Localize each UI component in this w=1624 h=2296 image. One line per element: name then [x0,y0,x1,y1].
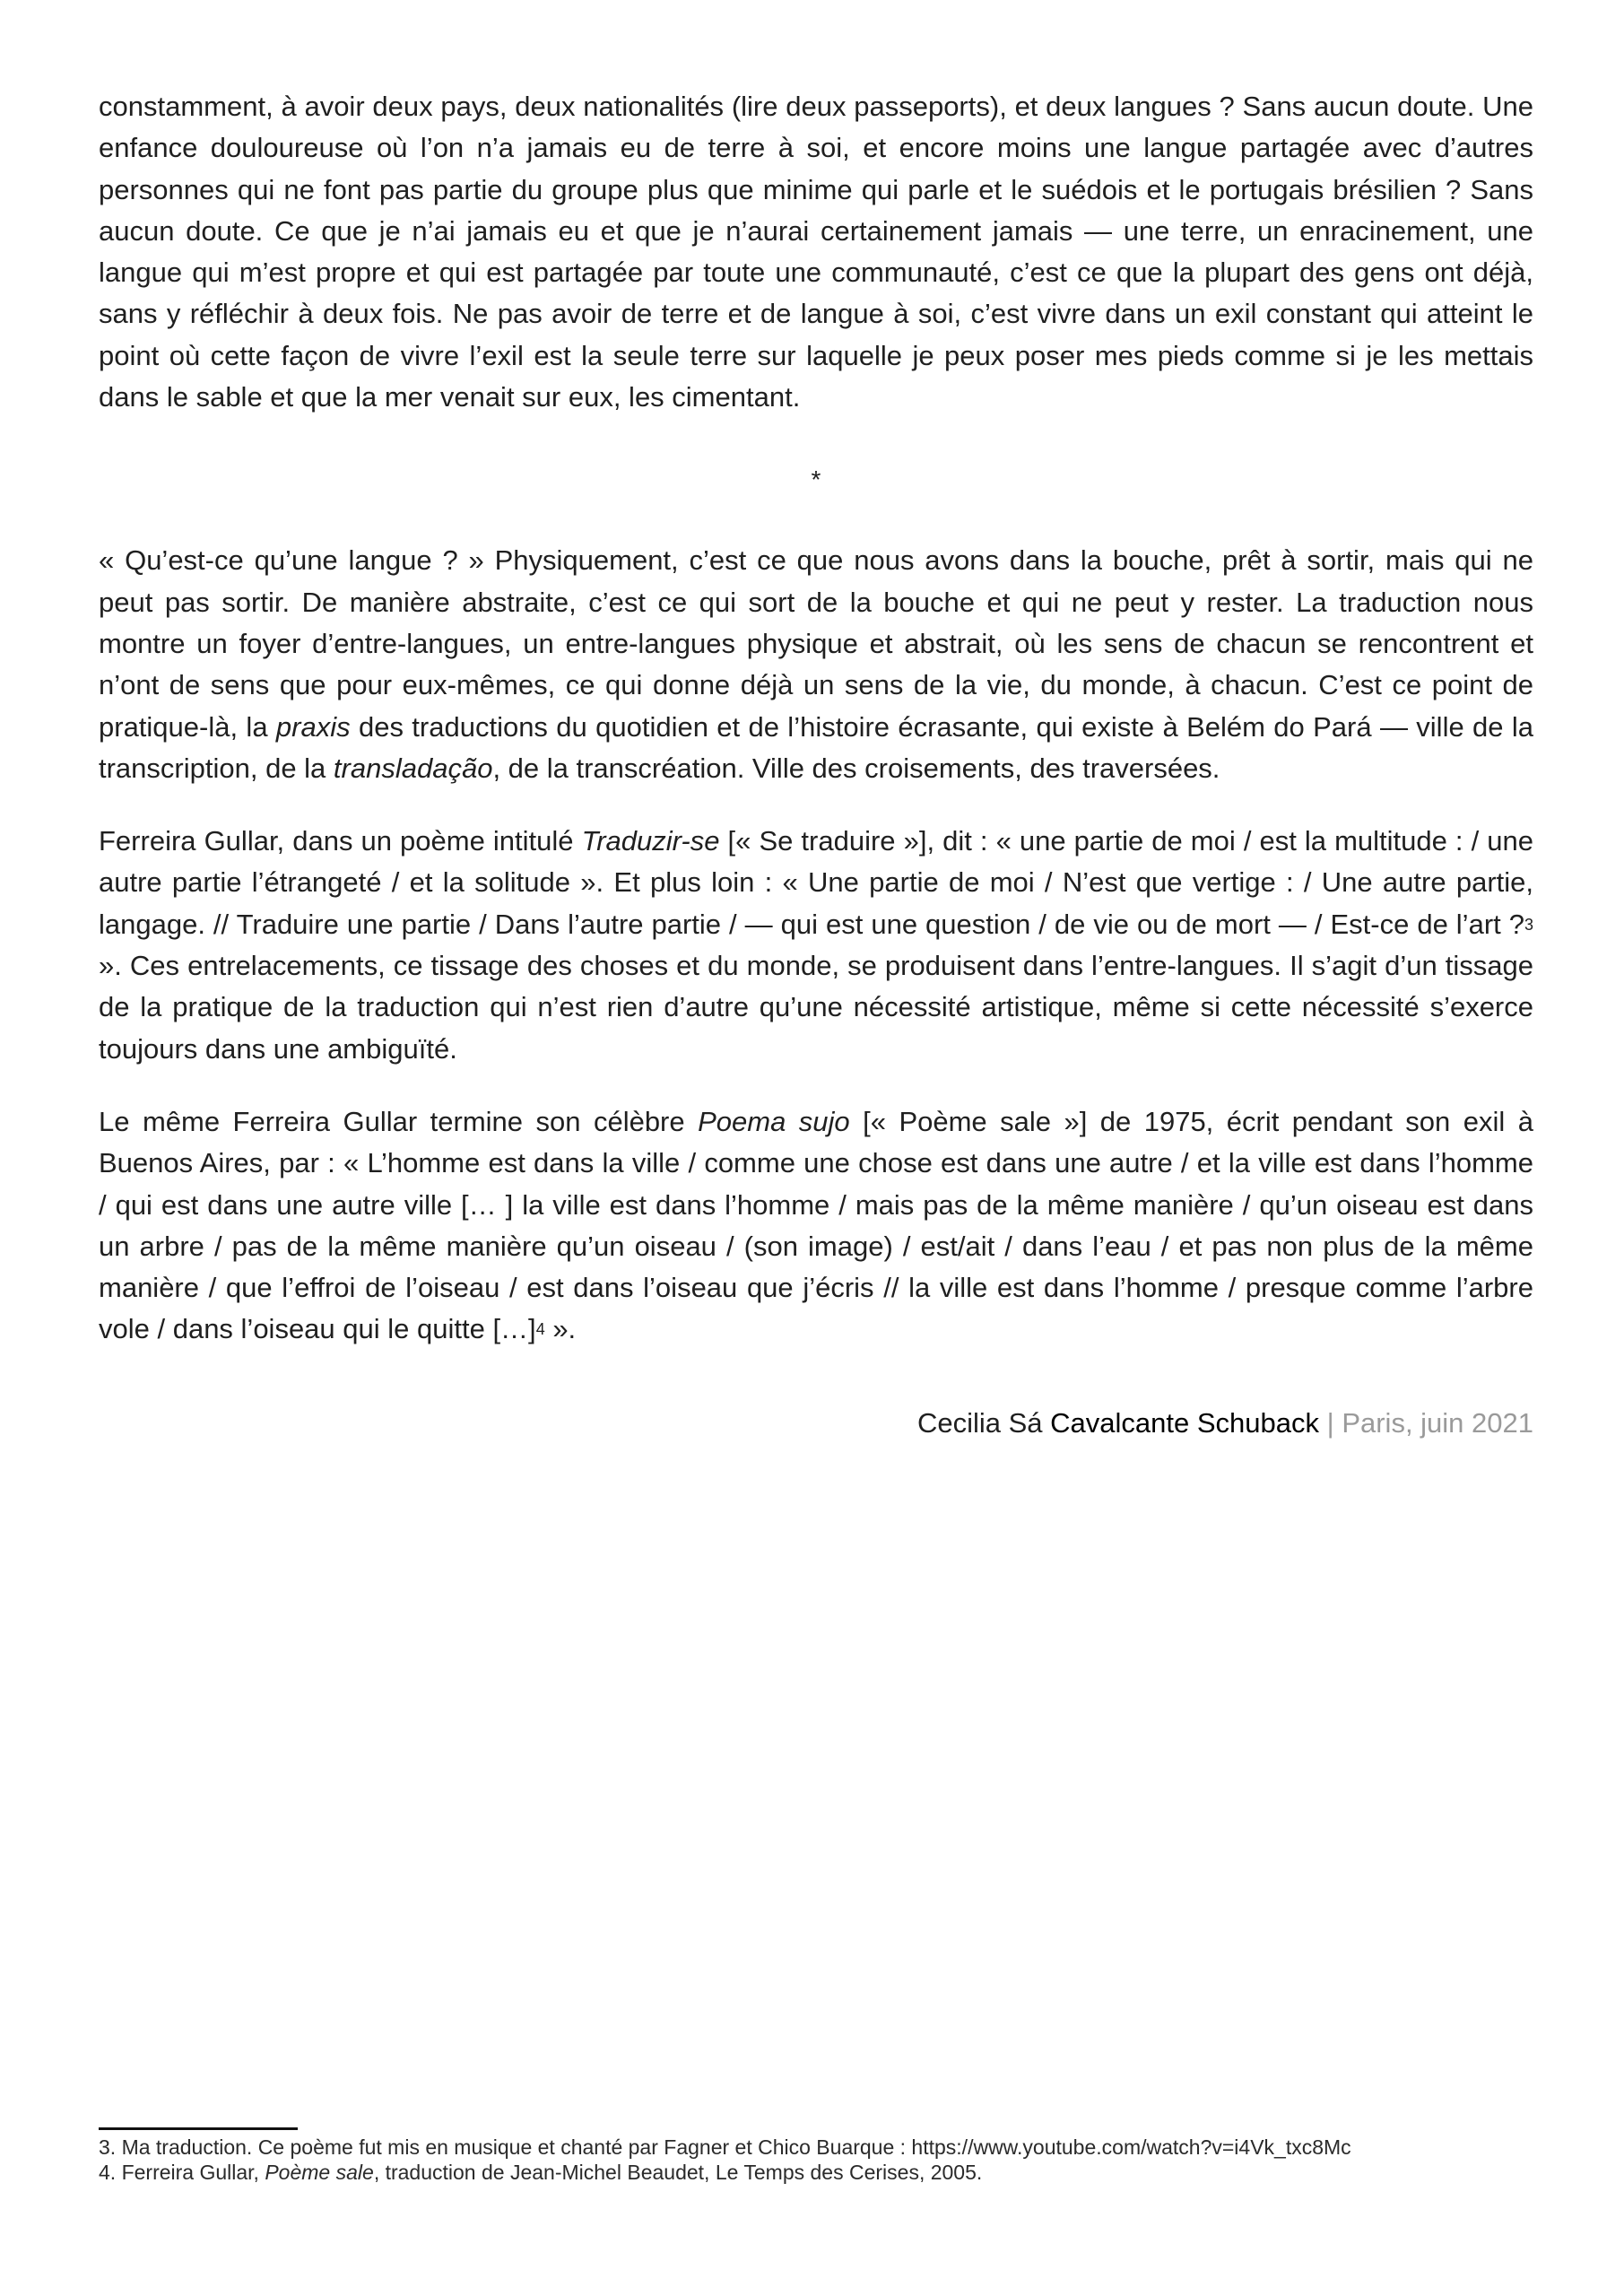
footnote-3 [99,2135,1533,2160]
footnotes [99,2127,1533,2185]
text-run: constamment, à avoir deux pays, deux nationalités (lire deux passeports), et deux langues ? Sans aucun doute. Une enfance douloureuse où l’on n’a jamais eu de terre à soi, et encore moins une langue partagée avec d’autres personnes qui ne font pas partie du groupe plus que minime qui parle et le suédois et le portugais brésilien ? Sans aucun doute. Ce que je n’ai jamais eu et que je n’aurai certainement jamais — une terre, un enracinement, une langue qui m’est propre et qui est partagée par toute une communauté, c’est ce que la plupart des gens ont déjà, sans y réfléchir à deux fois. Ne pas avoir de terre et de langue à soi, c’est vivre dans un exil constant qui atteint le point où cette façon de vivre l’exil est la seule terre sur laquelle je peux poser mes pieds comme si je les mettais dans le sable et que la mer venait sur eux, les cimentant. [99,91,1533,413]
author-signature [99,1403,1533,1444]
text-run: [« Se traduire »], dit : « une partie de moi / est la multitude : / une autre partie l’étrangeté / et la solitude ». Et plus loin : « Une partie de moi / N’est que vertige : / Une autre partie, langage. // Traduire une partie / Dans l’autre partie / — qui est une question / de vie ou de mort — / Est-ce de l’art ? [99,825,1533,940]
italic-text: praxis [275,710,351,743]
author-last-names: Cavalcante Schuback [1050,1406,1319,1439]
text-run: 3. Ma traduction. Ce poème fut mis en musique et chanté par Fagner et Chico Buarque : https://www.youtube.com/watch?v=i4Vk_txc8Mc [99,2135,1351,2159]
paragraph-poema-sujo [99,1101,1533,1351]
text-run: , de la transcréation. Ville des croisements, des traversées. [492,752,1220,784]
text-run: 4. Ferreira Gullar, [99,2161,265,2184]
signature-place-date: Paris, juin 2021 [1342,1406,1533,1439]
text-run: ». Ces entrelacements, ce tissage des choses et du monde, se produisent dans l’entre-langues. Il s’agit d’un tissage de la pratique de la traduction qui n’est rien d’autre qu’une nécessité artistique, même si cette nécessité s’exerce toujours dans une ambiguïté. [99,950,1533,1065]
italic-text: Poème sale [265,2161,374,2184]
footnote-ref: 3 [1524,915,1533,934]
section-separator: * [811,465,821,494]
italic-text: Traduzir-se [581,825,720,857]
footnote-rule [99,2127,298,2130]
italic-text: Poema sujo [698,1105,850,1137]
author-first-names: Cecilia Sá [916,1406,1043,1439]
paragraph-exile [99,86,1533,418]
paragraph-language [99,540,1533,789]
text-run: « Qu’est-ce qu’une langue ? » Physiquement, c’est ce que nous avons dans la bouche, prêt à sortir, mais qui ne peut pas sortir. De manière abstraite, c’est ce qui sort de la bouche et qui ne peut y rester. La traduction nous montre un foyer d’entre-langues, un entre-langues physique et abstrait, où les sens de chacun se rencontrent et n’ont de sens que pour eux-mêmes, ce qui donne déjà un sens de la vie, du monde, à chacun. C’est ce point de pratique-là, la [99,544,1533,743]
text-run: des traductions du quotidien et de l’histoire écrasante, qui existe à Belém do Pará — ville de la transcription, de la [99,710,1533,784]
footnote-ref: 4 [535,1320,545,1339]
italic-text: transladação [333,752,493,784]
footnote-4 [99,2160,1533,2185]
text-run: ». [544,1313,577,1345]
signature-divider: | [1326,1406,1334,1439]
text-run: [« Poème sale »] de 1975, écrit pendant son exil à Buenos Aires, par : « L’homme est dans la ville / comme une chose est dans une autre / et la ville est dans l’homme / qui est dans une autre ville [… ] la ville est dans l’homme / mais pas de la même manière / qu’un oiseau est dans un arbre / pas de la même manière qu’un oiseau / (son image) / est/ait / dans l’eau / et pas non plus de la même manière / que l’effroi de l’oiseau / est dans l’oiseau que j’écris // la ville est dans l’homme / presque comme l’arbre vole / dans l’oiseau qui le quitte […] [99,1105,1533,1345]
paragraph-traduzir-se [99,821,1533,1070]
text-run: , traduction de Jean-Michel Beaudet, Le Temps des Cerises, 2005. [373,2161,983,2184]
text-run: Le même Ferreira Gullar termine son célèbre [99,1105,699,1137]
text-run: Ferreira Gullar, dans un poème intitulé [99,825,582,857]
article-body [99,86,1533,1444]
